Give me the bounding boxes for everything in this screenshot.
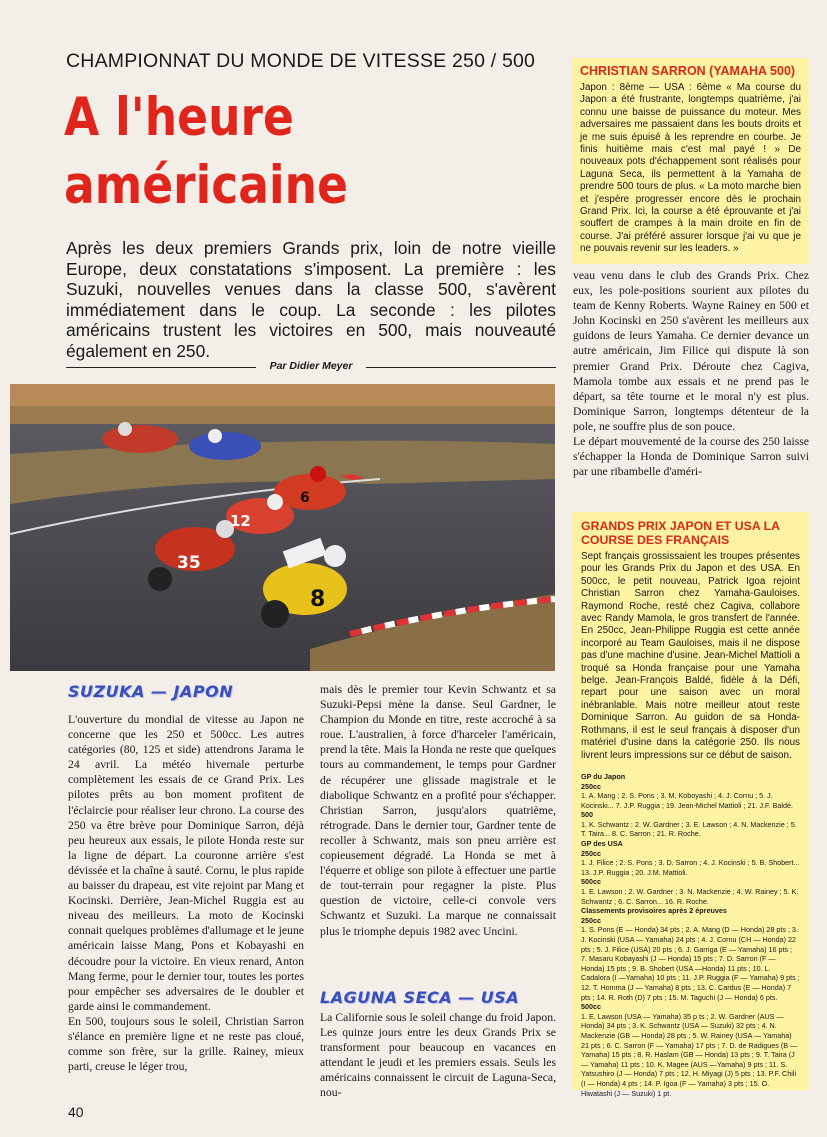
bike-number-6: 6 bbox=[300, 490, 310, 506]
paragraph: L'ouverture du mondial de vitesse au Japon ne concerne que les 250 et 500cc. Les autres catégories (80, 125 et side) attendrons Jarama le 24 avril. La météo hivernale perturbe complètement les essais de ce Grand Prix. Les pilotes prêts au bon moment profitent de l'éclaircie pour réaliser leur chrono. La course des 250 va être brève pour Dominique Sarron, déjà peu heureux aux essais, le pilote Honda reste sur la ligne de départ. La couronne arrière s'est dévissée et la chaîne à sauté. Cornu, le plus rapide au baisser du drapeau, est vite rejoint par Mang et Kocinski. Derrière, Jean-Michel Ruggia est au niveau des meilleurs. La moto de Kocinski connait quelques problèmes d'allumage et le jeune américain laisse Mang, Pons et Kobayashi en découdre pour la victoire. En vieux renard, Anton Mang ferme, pour le dernier tour, toutes les portes pour empêcher ses adversaires de le doubler et garde ainsi le commandement. bbox=[68, 713, 304, 1013]
lead-paragraph: Après les deux premiers Grands prix, loin de notre vieille Europe, deux constatations s'imposent. La première : les Suzuki, nouvelles venues dans la classe 500, s'avèrent immédiatement dans le coup. La seconde : les pilotes américains trustent les victoires en 500, mais nouveauté également en 250. bbox=[66, 238, 556, 361]
results-list bbox=[581, 772, 800, 1098]
result-entry: 250cc 1. S. Pons (E — Honda) 34 pts ; 2. A. Mang (D — Honda) 28 pts ; 3. J. Kocinski (USA — Yamaha) 24 pts ; 4. J. Cornu (CH — Honda) 22 pts ; 5. J. Filice (USA) 20 pts ; 6. J. Garriga (E — Yamaha) 16 pts ; 7. Masaru Kobayashi (J — Honda) 15 pts ; 7. D. Sarron (F — Honda) 15 pts ; 9. B. Shobert (USA —Honda) 11 pts ; 10. L. Cadalora (I —Yamaha) 10 pts ; 11. J.P. Ruggia (F — Yamaha) 9 pts ; 12. T. Homma (J — Yamaha) 8 pts ; 13. C. Cardus (E — Honda) 7 pts ; 14. R. Roth (D) 7 pts ; 15. M. Taguchi (J — Honda) 6 pts. bbox=[581, 915, 800, 1002]
result-entry: 500cc 1. E. Lawson ; 2. W. Gardner ; 3. N. Mackenzie ; 4. W. Rainey ; 5. K. Schwantz ; 6. C. Sarron... 16. R. Roche. bbox=[581, 877, 799, 906]
box-heading: GRANDS PRIX JAPON ET USA LA COURSE DES FRANÇAIS bbox=[581, 519, 780, 547]
section-heading-laguna-seca: LAGUNA SECA — USA bbox=[320, 988, 520, 1007]
box-text: Japon : 8ème — USA : 6ème « Ma course du Japon a été frustrante, longtemps quatrième, j'ai connu une baisse de puissance du moteur. Mes adversaires me passaient dans les bouts droits et je me suis épuisé à les reprendre en courbe. Je finis huitième mais c'est mal payé ! » De nouveaux pots d'échappement sont réalisés pour Laguna Seca, ils permettent à la Yamaha de prendre 500 tours de plus. « La moto marche bien et j'espère progresser encore dès le prochain Grand Prix. Ici, la course a été éprouvante et j'ai souffert de crampes à la main droite en fin de course. J'ai préféré assurer lorsque j'ai vu que je ne pouvais revenir sur les leaders. » bbox=[580, 82, 801, 255]
box-heading: CHRISTIAN SARRON (YAMAHA 500) bbox=[580, 64, 796, 78]
result-entry: 500 1. K. Schwantz ; 2. W. Gardner ; 3. E. Lawson ; 4. N. Mackenzie ; 5. T. Taira... 8. C. Sarron ; 21. R. Roche. bbox=[581, 810, 797, 839]
section-heading-suzuka: SUZUKA — JAPON bbox=[68, 682, 234, 701]
result-entry: Classements provisoires après 2 épreuves bbox=[581, 906, 727, 916]
paragraph: En 500, toujours sous le soleil, Christian Sarron s'élance en première ligne et ne reste pas cloué, comme son frère, sur la grille. Rainey, mieux parti, creuse le léger trou, bbox=[68, 1014, 304, 1074]
byline: Par Didier Meyer bbox=[66, 360, 556, 374]
page-title: A l'heure américaine bbox=[64, 87, 349, 216]
paragraph: La Californie sous le soleil change du froid Japon. Les quinze jours entre les deux Grands Prix se transforment pour beaucoup en vacances en attendant le jeudi et les premiers essais. Seuls les américains connaissent le circuit de Laguna-Seca, nou- bbox=[320, 1011, 556, 1100]
result-entry: 500cc 1. E. Lawson (USA — Yamaha) 35 p ts ; 2. W. Gardner (AUS —Honda) 34 pts ; 3. K. Schwantz (USA — Suzuki) 32 pts ; 4. N. Mackenzie (GB — Honda) 28 pts ; 5. W. Rainey (USA — Yamaha) 21 pts ; 6. C. Sarron (F — Yamaha) 17 pts ; 7. D. de Radigues (B — Yamaha) 15 pts ; 8. R. Haslam (GB — Honda) 13 pts ; 9. T. Taira (J — Yamaha) 11 pts ; 10. K. Magee (AUS —Yamaha) 9 pts ; 11. S. Yatsushiro (J — Honda) 7 pts ; 12. H. Miyagi (J) 5 pts ; 13. P.F. Chili (I — Honda) 4 pts ; 14. P. Igoa (F — Yamaha) 3 pts ; 15. O. Hiwatashi (J — Suzuki) 1 pt. bbox=[581, 1002, 798, 1098]
result-entry: GP du Japon bbox=[581, 771, 626, 781]
paragraph: Le départ mouvementé de la course des 250 laisse s'échapper la Honda de Dominique Sarron suivi par une ribambelle d'améri- bbox=[573, 435, 809, 479]
article-column-3 bbox=[573, 268, 809, 479]
result-entry: 250cc 1. J. Filice ; 2. S. Pons ; 3. D. Sarron ; 4. J. Kocinski ; 5. B. Shobert... 13. J.P. Ruggia ; 20. J.M. Mattioli. bbox=[581, 848, 800, 877]
result-entry: 250cc 1. A. Mang ; 2. S. Pons ; 3. M. Koboyashi ; 4. J. Cornu ; 5. J. Kocinski... 7. J.P. Ruggia ; 19. Jean-Michel Mattioli ; 21. J.F. Baldé. bbox=[581, 781, 793, 810]
article-column-2b bbox=[320, 1010, 556, 1101]
article-column-2 bbox=[320, 682, 556, 939]
paragraph: mais dès le premier tour Kevin Schwantz et sa Suzuki-Pepsi mène la danse. Seul Gardner, le Champion du Monde en titre, reste accroché à sa roue. L'australien, à force d'harceler l'américain, prend la tête. Mais la Honda ne reste que quelques tours au commandement, le temps pour Gardner de récupérer une glissade magistrale et le diabolique Schwantz en a profité pour s'échapper. Christian Sarron, jusqu'alors quatrième, rétrograde. Dans le dernier tour, Gardner tente de recoller à Schwantz, mais son pneu arrière est copieusement dégradé. La Honda se met à l'équerre et oblige son pilote à effectuer une partie de tout-terrain pour regagner la piste. Plus question de victoire, celle-ci convole vers Schwantz et Suzuki. La marque ne connaissait plus le triomphe depuis 1982 avec Uncini. bbox=[320, 683, 556, 938]
result-entry: GP des USA bbox=[581, 839, 623, 849]
kicker: CHAMPIONNAT DU MONDE DE VITESSE 250 / 500 bbox=[66, 50, 536, 72]
bike-number-12: 12 bbox=[230, 512, 251, 530]
sidebar-box-sarron bbox=[572, 58, 809, 264]
paragraph: veau venu dans le club des Grands Prix. Chez eux, les pole-positions sourient aux pilotes du team de Kenny Roberts. Wayne Rainey en 500 et John Kocinski en 250 s'avèrent les meilleurs aux guidons de leurs Yamaha. Ce dernier devance un autre américain, Jim Filice qui dispute là son premier Grand Prix. Déroute chez Cagiva, Mamola tombe aux essais et ne prend pas le départ, sa tête tourne et le moral n'y est plus. Dominique Sarron, longtemps détenteur de la pole, ne souffre plus de son pouce. bbox=[573, 269, 809, 433]
bike-number-8: 8 bbox=[310, 587, 326, 612]
article-column-1 bbox=[68, 712, 304, 1074]
bike-number-35: 35 bbox=[177, 553, 201, 573]
motorcycle-race-photo bbox=[10, 384, 555, 671]
page-number: 40 bbox=[68, 1104, 84, 1120]
box-text: Sept français grossissaient les troupes présentes pour les Grands Prix du Japon et des USA. En 500cc, le petit nouveau, Patrick Igoa rejoint Christian Sarron chez Yamaha-Gauloises. Raymond Roche, resté chez Cagiva, collabore avec Randy Mamola, le gros transfert de l'année. En 250cc, Jean-Philippe Ruggia est cette année incorporé au Team Gauloises, mais il ne dispose pas d'une machine d'usine. Jean-Michel Mattioli a troqué sa Honda française pour une Yamaha belge. Jean-François Baldé, fidèle à la Défi, repart pour une saison avec un moral inébranlable. Mais notre meilleur atout reste Dominique Sarron. Au guidon de sa Honda-Rothmans, il est le seul français à disposer d'un matériel d'usine dans la catégorie 250. Ils nous livrent leurs impressions sur ce début de saison. bbox=[581, 551, 800, 761]
sidebar-box-francais bbox=[572, 512, 809, 1098]
